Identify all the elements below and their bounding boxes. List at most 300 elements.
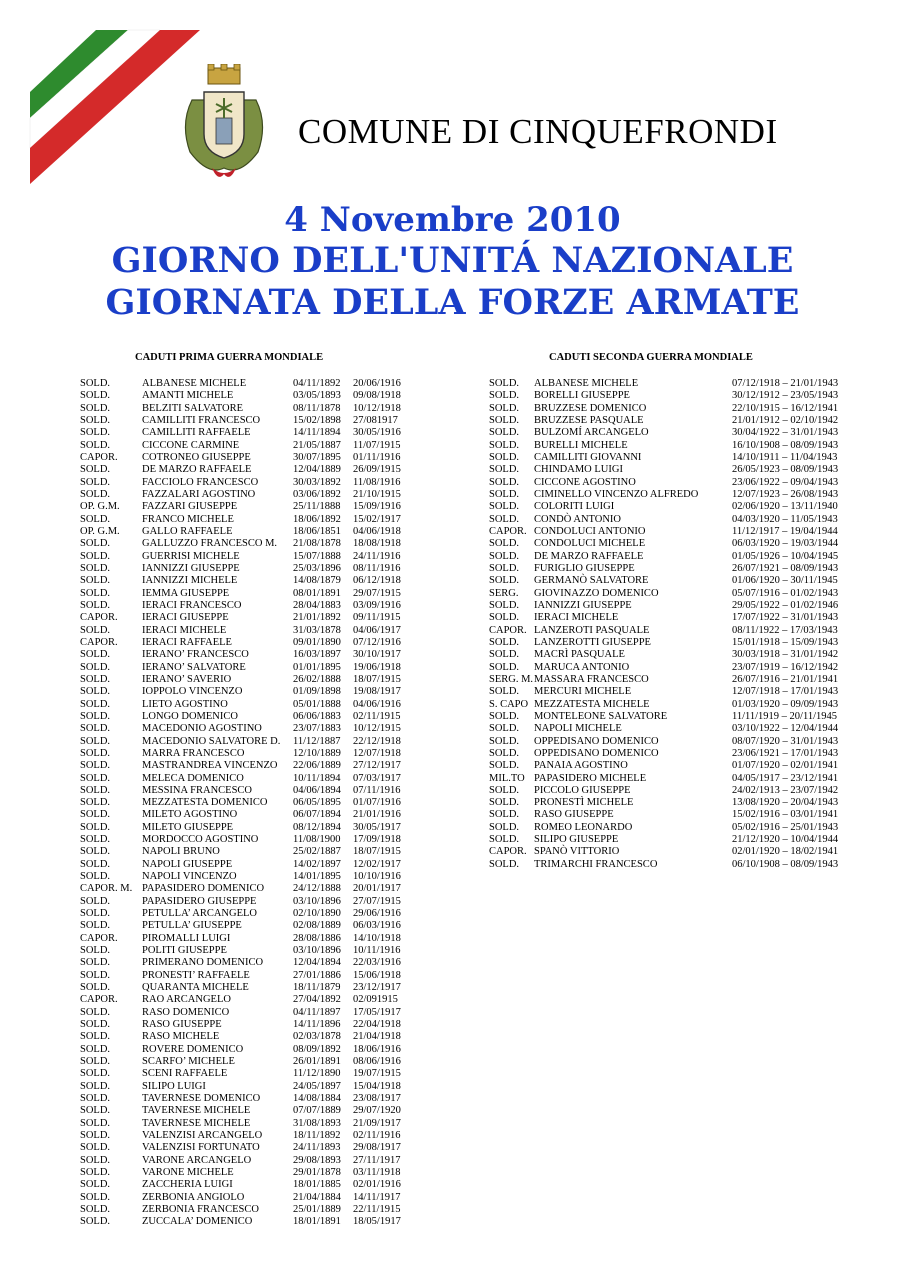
rank: SOLD. (80, 821, 111, 833)
soldier-name: CICCONE AGOSTINO (534, 476, 636, 488)
rank: SOLD. (489, 858, 520, 870)
birth-date: 18/06/1892 (293, 513, 341, 525)
soldier-name: IERACI MICHELE (534, 612, 619, 624)
soldier-name: GALLUZZO FRANCESCO M. (142, 538, 278, 550)
rank: CAPOR. (80, 612, 118, 624)
soldier-name: FAZZARI GIUSEPPE (142, 501, 238, 513)
soldier-name: PAPASIDERO DOMENICO (142, 883, 265, 895)
soldier-name: BRUZZESE PASQUALE (534, 414, 644, 426)
death-date: 04/06/1918 (353, 525, 401, 537)
death-date: 18/07/1915 (353, 846, 401, 858)
death-date: 09/11/1915 (353, 612, 401, 624)
rank: SOLD. (80, 1167, 111, 1178)
soldier-name: GERMANÒ SALVATORE (534, 575, 649, 587)
life-dates: 01/07/1920 – 02/01/1941 (732, 760, 839, 772)
birth-date: 08/01/1891 (293, 587, 341, 599)
death-date: 29/07/1915 (353, 587, 401, 599)
birth-date: 31/08/1893 (293, 1117, 341, 1129)
life-dates: 01/05/1926 – 10/04/1945 (732, 550, 839, 562)
rank: SOLD. (489, 439, 520, 451)
life-dates: 14/10/1911 – 11/04/1943 (732, 451, 838, 463)
death-date: 30/05/1917 (353, 821, 401, 833)
soldier-name: SILIPO LUIGI (142, 1080, 206, 1092)
rank: SOLD. (489, 710, 520, 722)
rank: SOLD. (80, 871, 111, 883)
soldier-name: IEMMA GIUSEPPE (142, 587, 230, 599)
life-dates: 30/03/1918 – 31/01/1942 (732, 649, 839, 661)
death-date: 15/04/1918 (353, 1080, 401, 1092)
rank: SOLD. (80, 1142, 111, 1154)
life-dates: 21/01/1912 – 02/10/1942 (732, 414, 839, 426)
soldier-name: IERACI RAFFAELE (142, 636, 232, 648)
rank: SOLD. (80, 464, 111, 476)
birth-date: 25/01/1889 (293, 1203, 341, 1215)
soldier-name: PIROMALLI LUIGI (142, 932, 231, 944)
soldier-name: ZERBONIA ANGIOLO (142, 1191, 245, 1203)
soldier-name: PETULLA’ ARCANGELO (142, 908, 258, 920)
life-dates: 17/07/1922 – 31/01/1943 (732, 612, 839, 624)
death-date: 17/09/1918 (353, 834, 401, 846)
death-date: 18/05/1917 (353, 1216, 401, 1228)
life-dates: 01/03/1920 – 09/09/1943 (732, 698, 839, 710)
soldier-name: RASO GIUSEPPE (142, 1019, 222, 1031)
death-date: 04/06/1917 (353, 624, 401, 636)
rank: SOLD. (80, 575, 111, 587)
soldier-name: PAPASIDERO GIUSEPPE (142, 895, 257, 907)
birth-date: 24/05/1897 (293, 1080, 341, 1092)
rank: SOLD. (80, 476, 111, 488)
soldier-name: FRANCO MICHELE (142, 513, 234, 525)
birth-date: 14/11/1894 (293, 427, 341, 439)
birth-date: 01/09/1898 (293, 686, 341, 698)
death-date: 21/01/1916 (353, 809, 401, 821)
death-date: 26/09/1915 (353, 464, 401, 476)
death-date: 29/08/1917 (353, 1142, 401, 1154)
rank: S. CAPO (489, 698, 529, 710)
soldier-name: FACCIOLO FRANCESCO (142, 476, 259, 488)
rank: CAPOR. (489, 525, 527, 537)
rank: SOLD. (80, 809, 111, 821)
rank: SOLD. (489, 834, 520, 846)
birth-date: 21/08/1878 (293, 538, 341, 550)
rank: SOLD. (80, 439, 111, 451)
rank: SOLD. (80, 858, 111, 870)
soldier-name: MARUCA ANTONIO (534, 661, 630, 673)
death-date: 02/091915 (353, 994, 398, 1006)
birth-date: 02/08/1889 (293, 920, 341, 932)
life-dates: 06/10/1908 – 08/09/1943 (732, 858, 839, 870)
soldier-name: PRONESTI’ RAFFAELE (142, 969, 250, 981)
soldier-name: SCENI RAFFAELE (142, 1068, 228, 1080)
life-dates: 15/02/1916 – 03/01/1941 (732, 809, 839, 821)
birth-date: 18/01/1891 (293, 1216, 341, 1228)
rank: SOLD. (80, 402, 111, 414)
life-dates: 29/05/1922 – 01/02/1946 (732, 599, 839, 611)
soldier-name: GIOVINAZZO DOMENICO (534, 587, 659, 599)
death-date: 11/07/1915 (353, 439, 401, 451)
birth-date: 25/03/1896 (293, 562, 341, 574)
rank: SOLD. (489, 821, 520, 833)
rank: SOLD. (80, 908, 111, 920)
birth-date: 24/12/1888 (293, 883, 341, 895)
rank: SOLD. (80, 587, 111, 599)
soldier-name: ALBANESE MICHELE (534, 378, 639, 389)
life-dates: 21/12/1920 – 10/04/1944 (732, 834, 839, 846)
birth-date: 28/08/1886 (293, 932, 341, 944)
life-dates: 11/12/1917 – 19/04/1944 (732, 525, 838, 537)
death-date: 21/04/1918 (353, 1031, 401, 1043)
death-date: 18/08/1918 (353, 538, 401, 550)
soldier-name: VARONE ARCANGELO (142, 1154, 252, 1166)
birth-date: 08/11/1878 (293, 402, 341, 414)
birth-date: 03/10/1896 (293, 945, 341, 957)
soldier-name: RASO DOMENICO (142, 1006, 230, 1018)
life-dates: 04/05/1917 – 23/12/1941 (732, 772, 839, 784)
birth-date: 29/08/1893 (293, 1154, 341, 1166)
soldier-name: PICCOLO GIUSEPPE (534, 784, 631, 796)
soldier-name: LANZEROTTI GIUSEPPE (534, 636, 651, 648)
birth-date: 02/10/1890 (293, 908, 341, 920)
rank: OP. G.M. (80, 501, 120, 513)
event-date: 4 Novembre 2010 (284, 200, 621, 240)
rank: SOLD. (80, 1154, 111, 1166)
death-date: 22/03/1916 (353, 957, 401, 969)
birth-date: 06/07/1894 (293, 809, 341, 821)
soldier-name: AMANTI MICHELE (142, 390, 234, 402)
death-date: 15/09/1916 (353, 501, 401, 513)
birth-date: 25/11/1888 (293, 501, 341, 513)
soldier-name: ZUCCALA’ DOMENICO (142, 1216, 253, 1228)
birth-date: 03/05/1893 (293, 390, 341, 402)
death-date: 21/09/1917 (353, 1117, 401, 1129)
death-date: 02/11/1916 (353, 1130, 401, 1142)
soldier-name: SCARFO’ MICHELE (142, 1056, 235, 1068)
birth-date: 12/10/1889 (293, 747, 341, 759)
headline-national-unity: GIORNO DELL'UNITÁ NAZIONALE (111, 240, 794, 281)
soldier-name: VALENZISI FORTUNATO (142, 1142, 260, 1154)
soldier-name: MERCURI MICHELE (534, 686, 632, 698)
life-dates: 12/07/1923 – 26/08/1943 (732, 488, 839, 500)
soldier-name: PRONESTÌ MICHELE (534, 797, 634, 809)
rank: SOLD. (489, 488, 520, 500)
death-date: 22/11/1915 (353, 1203, 401, 1215)
birth-date: 15/02/1898 (293, 414, 341, 426)
birth-date: 04/06/1894 (293, 784, 341, 796)
birth-date: 02/03/1878 (293, 1031, 341, 1043)
soldier-name: FURIGLIO GIUSEPPE (534, 562, 635, 574)
death-date: 07/03/1917 (353, 772, 401, 784)
soldier-name: CICCONE CARMINE (142, 439, 240, 451)
rank: CAPOR. (489, 624, 527, 636)
birth-date: 05/01/1888 (293, 698, 341, 710)
soldier-name: BRUZZESE DOMENICO (534, 402, 647, 414)
birth-date: 14/01/1895 (293, 871, 341, 883)
soldier-name: IERACI FRANCESCO (142, 599, 242, 611)
birth-date: 24/11/1893 (293, 1142, 341, 1154)
rank: SOLD. (80, 550, 111, 562)
death-date: 23/08/1917 (353, 1093, 401, 1105)
life-dates: 26/07/1921 – 08/09/1943 (732, 562, 839, 574)
birth-date: 12/04/1889 (293, 464, 341, 476)
rank: SOLD. (489, 501, 520, 513)
soldier-name: MASTRANDREA VINCENZO (142, 760, 278, 772)
soldier-name: IERACI MICHELE (142, 624, 227, 636)
rank: SOLD. (80, 513, 111, 525)
death-date: 04/06/1916 (353, 698, 401, 710)
death-date: 10/12/1918 (353, 402, 401, 414)
birth-date: 26/01/1891 (293, 1056, 341, 1068)
birth-date: 14/02/1897 (293, 858, 341, 870)
birth-date: 18/06/1851 (293, 525, 341, 537)
rank: SOLD. (80, 1068, 111, 1080)
soldier-name: CIMINELLO VINCENZO ALFREDO (534, 488, 699, 500)
soldier-name: MACEDONIO AGOSTINO (142, 723, 262, 735)
soldier-name: TAVERNESE DOMENICO (142, 1093, 261, 1105)
life-dates: 24/02/1913 – 23/07/1942 (732, 784, 839, 796)
rank: SOLD. (489, 747, 520, 759)
rank: SOLD. (80, 1080, 111, 1092)
life-dates: 05/07/1916 – 01/02/1943 (732, 587, 839, 599)
soldier-name: ZACCHERIA LUIGI (142, 1179, 233, 1191)
death-date: 27/11/1917 (353, 1154, 401, 1166)
rank: SOLD. (80, 945, 111, 957)
soldier-name: ALBANESE MICHELE (142, 378, 247, 389)
soldier-name: LONGO DOMENICO (142, 710, 238, 722)
birth-date: 01/01/1895 (293, 661, 341, 673)
death-date: 19/08/1917 (353, 686, 401, 698)
soldier-name: PANAIA AGOSTINO (534, 760, 628, 772)
municipality-name: COMUNE DI CINQUEFRONDI (298, 112, 778, 151)
rank: SOLD. (489, 402, 520, 414)
life-dates: 15/01/1918 – 15/09/1943 (732, 636, 839, 648)
death-date: 06/03/1916 (353, 920, 401, 932)
rank: SOLD. (80, 562, 111, 574)
life-dates: 23/06/1921 – 17/01/1943 (732, 747, 839, 759)
soldier-name: IERACI GIUSEPPE (142, 612, 229, 624)
birth-date: 04/11/1897 (293, 1006, 341, 1018)
soldier-name: IERANO’ FRANCESCO (142, 649, 249, 661)
soldier-name: PRIMERANO DOMENICO (142, 957, 264, 969)
rank: SOLD. (80, 624, 111, 636)
soldier-name: GUERRISI MICHELE (142, 550, 240, 562)
soldier-name: CONDOLUCI MICHELE (534, 538, 646, 550)
death-date: 27/07/1915 (353, 895, 401, 907)
life-dates: 07/12/1918 – 21/01/1943 (732, 378, 839, 389)
rank: SOLD. (489, 784, 520, 796)
death-date: 19/07/1915 (353, 1068, 401, 1080)
birth-date: 21/05/1887 (293, 439, 341, 451)
life-dates: 16/10/1908 – 08/09/1943 (732, 439, 839, 451)
death-date: 30/10/1917 (353, 649, 401, 661)
soldier-name: PETULLA’ GIUSEPPE (142, 920, 242, 932)
birth-date: 03/06/1892 (293, 488, 341, 500)
death-date: 06/12/1918 (353, 575, 401, 587)
soldier-name: LANZEROTI PASQUALE (534, 624, 650, 636)
headline-armed-forces: GIORNATA DELLA FORZE ARMATE (105, 282, 800, 323)
soldier-name: CAMILLITI RAFFAELE (142, 427, 251, 439)
death-date: 22/12/1918 (353, 735, 401, 747)
rank: SOLD. (489, 538, 520, 550)
death-date: 23/12/1917 (353, 982, 401, 994)
death-date: 18/07/1915 (353, 673, 401, 685)
rank: SOLD. (80, 760, 111, 772)
rank: SOLD. (80, 378, 111, 389)
soldier-name: MILETO AGOSTINO (142, 809, 238, 821)
soldier-name: IANNIZZI GIUSEPPE (534, 599, 632, 611)
rank: SOLD. (80, 969, 111, 981)
death-date: 12/07/1918 (353, 747, 401, 759)
rank: SOLD. (80, 1006, 111, 1018)
birth-date: 30/07/1895 (293, 451, 341, 463)
life-dates: 22/10/1915 – 16/12/1941 (732, 402, 839, 414)
soldier-name: NAPOLI GIUSEPPE (142, 858, 233, 870)
rank: SOLD. (489, 464, 520, 476)
birth-date: 11/12/1887 (293, 735, 341, 747)
soldier-name: RASO GIUSEPPE (534, 809, 614, 821)
soldier-name: TAVERNESE MICHELE (142, 1117, 251, 1129)
birth-date: 29/01/1878 (293, 1167, 341, 1178)
life-dates: 08/11/1922 – 17/03/1943 (732, 624, 838, 636)
birth-date: 25/02/1887 (293, 846, 341, 858)
soldier-name: MELECA DOMENICO (142, 772, 244, 784)
soldier-name: MARRA FRANCESCO (142, 747, 245, 759)
birth-date: 12/04/1894 (293, 957, 341, 969)
rank: SOLD. (489, 735, 520, 747)
rank: SOLD. (489, 636, 520, 648)
death-date: 20/01/1917 (353, 883, 401, 895)
rank: SOLD. (80, 649, 111, 661)
rank: OP. G.M. (80, 525, 120, 537)
rank: SOLD. (489, 427, 520, 439)
death-date: 08/11/1916 (353, 562, 401, 574)
rank: SOLD. (80, 661, 111, 673)
life-dates: 23/07/1919 – 16/12/1942 (732, 661, 839, 673)
soldier-name: RAO ARCANGELO (142, 994, 231, 1006)
life-dates: 26/05/1923 – 08/09/1943 (732, 464, 839, 476)
soldier-name: TAVERNESE MICHELE (142, 1105, 251, 1117)
soldier-name: POLITI GIUSEPPE (142, 945, 227, 957)
rank: SOLD. (80, 1191, 111, 1203)
life-dates: 02/01/1920 – 18/02/1941 (732, 846, 839, 858)
rank: SOLD. (80, 686, 111, 698)
death-date: 14/11/1917 (353, 1191, 401, 1203)
soldier-name: MONTELEONE SALVATORE (534, 710, 668, 722)
ww1-column-title: CADUTI PRIMA GUERRA MONDIALE (135, 352, 324, 363)
soldier-name: COLORITI LUIGI (534, 501, 615, 513)
soldier-name: MORDOCCO AGOSTINO (142, 834, 259, 846)
birth-date: 11/08/1900 (293, 834, 341, 846)
birth-date: 23/07/1883 (293, 723, 341, 735)
death-date: 19/06/1918 (353, 661, 401, 673)
soldier-name: CHINDAMO LUIGI (534, 464, 623, 476)
soldier-name: ROMEO LEONARDO (534, 821, 633, 833)
rank: SOLD. (489, 599, 520, 611)
death-date: 27/081917 (353, 414, 398, 426)
birth-date: 10/11/1894 (293, 772, 341, 784)
rank: SOLD. (489, 797, 520, 809)
soldier-name: VALENZISI ARCANGELO (142, 1130, 263, 1142)
life-dates: 12/07/1918 – 17/01/1943 (732, 686, 839, 698)
death-date: 21/10/1915 (353, 488, 401, 500)
birth-date: 06/06/1883 (293, 710, 341, 722)
death-date: 02/11/1915 (353, 710, 401, 722)
soldier-name: QUARANTA MICHELE (142, 982, 249, 994)
soldier-name: IOPPOLO VINCENZO (142, 686, 243, 698)
birth-date: 11/12/1890 (293, 1068, 341, 1080)
soldier-name: GALLO RAFFAELE (142, 525, 233, 537)
rank: SOLD. (489, 476, 520, 488)
death-date: 10/12/1915 (353, 723, 401, 735)
soldier-name: BORELLI GIUSEPPE (534, 390, 630, 402)
death-date: 01/11/1916 (353, 451, 401, 463)
soldier-name: MACEDONIO SALVATORE D. (142, 735, 281, 747)
birth-date: 03/10/1896 (293, 895, 341, 907)
birth-date: 09/01/1890 (293, 636, 341, 648)
life-dates: 26/07/1916 – 21/01/1941 (732, 673, 839, 685)
soldier-name: ROVERE DOMENICO (142, 1043, 244, 1055)
soldier-name: BULZOMÍ ARCANGELO (534, 427, 649, 439)
death-date: 29/07/1920 (353, 1105, 401, 1117)
rank: SOLD. (489, 390, 520, 402)
rank: SOLD. (80, 846, 111, 858)
soldier-name: FAZZALARI AGOSTINO (142, 488, 256, 500)
soldier-name: LIETO AGOSTINO (142, 698, 228, 710)
soldier-name: CAMILLITI GIOVANNI (534, 451, 642, 463)
rank: SOLD. (80, 797, 111, 809)
death-date: 22/04/1918 (353, 1019, 401, 1031)
death-date: 11/08/1916 (353, 476, 401, 488)
death-date: 18/06/1916 (353, 1043, 401, 1055)
ww2-column-title: CADUTI SECONDA GUERRA MONDIALE (549, 352, 753, 363)
soldier-name: RASO MICHELE (142, 1031, 220, 1043)
rank: SOLD. (489, 575, 520, 587)
life-dates: 30/04/1922 – 31/01/1943 (732, 427, 839, 439)
birth-date: 07/07/1889 (293, 1105, 341, 1117)
rank: SERG. (489, 587, 519, 599)
life-dates: 11/11/1919 – 20/11/1945 (732, 710, 837, 722)
rank: SOLD. (80, 784, 111, 796)
life-dates: 23/06/1922 – 09/04/1943 (732, 476, 839, 488)
soldier-name: MASSARA FRANCESCO (534, 673, 649, 685)
life-dates: 02/06/1920 – 13/11/1940 (732, 501, 838, 513)
rank: SOLD. (489, 649, 520, 661)
rank: SOLD. (80, 834, 111, 846)
birth-date: 18/01/1885 (293, 1179, 341, 1191)
rank: SOLD. (80, 1179, 111, 1191)
soldier-name: TRIMARCHI FRANCESCO (534, 858, 658, 870)
rank: SOLD. (80, 710, 111, 722)
rank: SOLD. (489, 550, 520, 562)
rank: SOLD. (80, 1031, 111, 1043)
birth-date: 22/06/1889 (293, 760, 341, 772)
rank: SOLD. (489, 451, 520, 463)
birth-date: 28/04/1883 (293, 599, 341, 611)
death-date: 10/11/1916 (353, 945, 401, 957)
soldier-name: SPANÒ VITTORIO (534, 846, 620, 858)
soldier-name: IERANO’ SALVATORE (142, 661, 246, 673)
rank: SOLD. (80, 895, 111, 907)
rank: SOLD. (80, 723, 111, 735)
birth-date: 21/01/1892 (293, 612, 341, 624)
rank: CAPOR. (80, 932, 118, 944)
life-dates: 08/07/1920 – 31/01/1943 (732, 735, 839, 747)
soldier-name: VARONE MICHELE (142, 1167, 234, 1178)
soldier-name: CONDÒ ANTONIO (534, 513, 622, 525)
rank: SOLD. (80, 982, 111, 994)
birth-date: 14/08/1879 (293, 575, 341, 587)
soldier-name: PAPASIDERO MICHELE (534, 772, 647, 784)
life-dates: 01/06/1920 – 30/11/1945 (732, 575, 838, 587)
